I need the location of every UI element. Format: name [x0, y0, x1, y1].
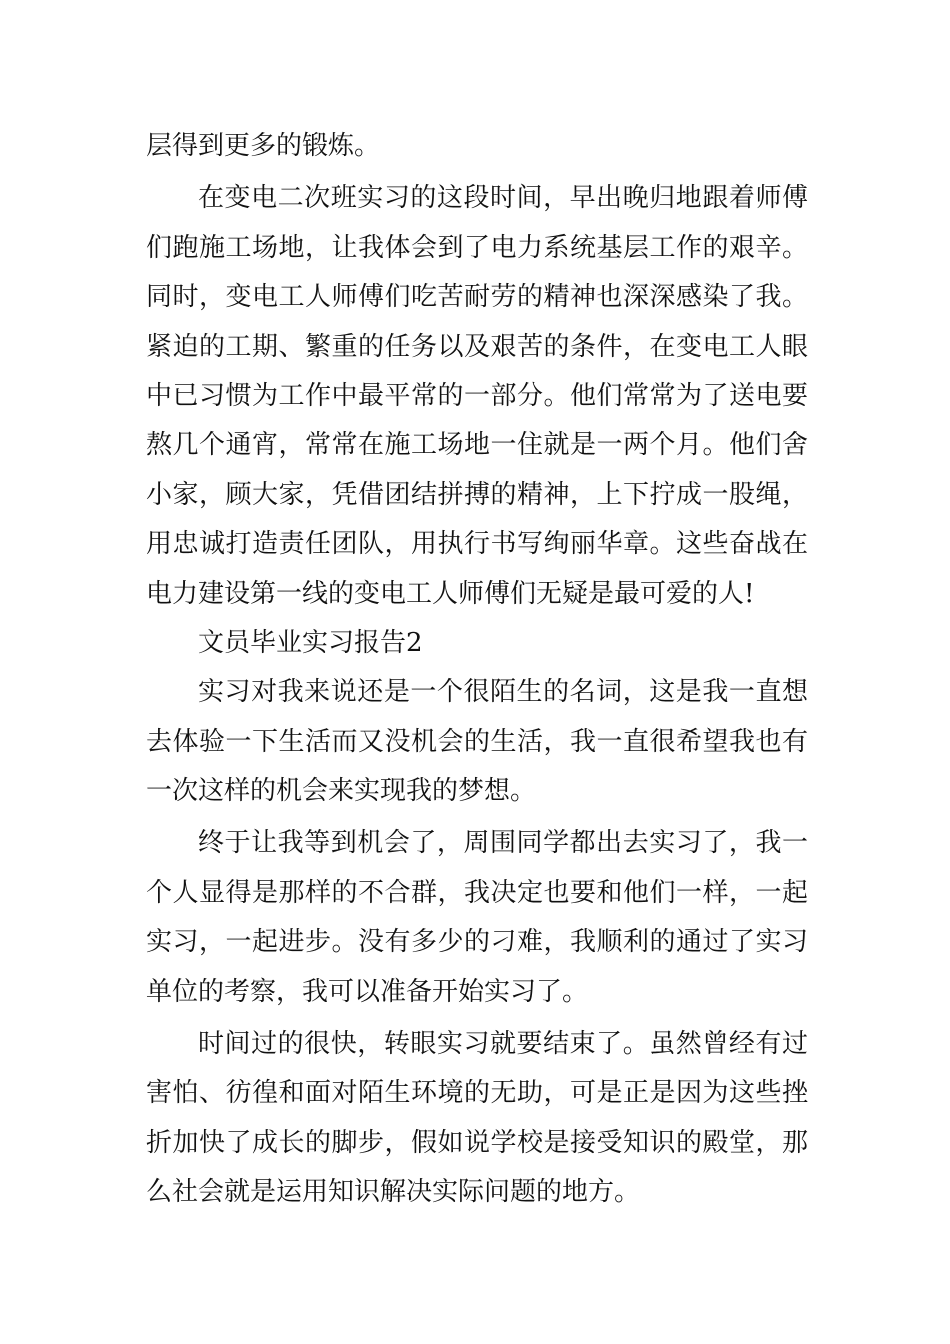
paragraph-line: 个人显得是那样的不合群，我决定也要和他们一样，一起: [146, 877, 808, 908]
document-body: [146, 122, 808, 1218]
paragraph-line: 去体验一下生活而又没机会的生活，我一直很希望我也有: [146, 726, 808, 757]
paragraph-line: 中已习惯为工作中最平常的一部分。他们常常为了送电要: [146, 380, 808, 411]
paragraph-line: 实习，一起进步。没有多少的刁难，我顺利的通过了实习: [146, 927, 808, 958]
paragraph-line: 层得到更多的锻炼。: [146, 131, 381, 161]
paragraph-line: 终于让我等到机会了，周围同学都出去实习了，我一: [198, 828, 808, 859]
paragraph-line: 折加快了成长的脚步，假如说学校是接受知识的殿堂，那: [146, 1127, 808, 1158]
paragraph-line: 么社会就是运用知识解决实际问题的地方。: [146, 1177, 641, 1208]
paragraph-line: 们跑施工场地，让我体会到了电力系统基层工作的艰辛。: [146, 232, 808, 263]
paragraph-line: 实习对我来说还是一个很陌生的名词，这是我一直想: [198, 677, 808, 708]
section-heading: 文员毕业实习报告2: [198, 627, 423, 658]
paragraph-line: 电力建设第一线的变电工人师傅们无疑是最可爱的人!: [146, 578, 755, 609]
paragraph-line: 同时，变电工人师傅们吃苦耐劳的精神也深深感染了我。: [146, 282, 808, 313]
paragraph-line: 用忠诚打造责任团队，用执行书写绚丽华章。这些奋战在: [146, 529, 808, 560]
paragraph-line: 害怕、彷徨和面对陌生环境的无助，可是正是因为这些挫: [146, 1078, 808, 1109]
paragraph-line: 小家，顾大家，凭借团结拼搏的精神，上下拧成一股绳，: [146, 479, 808, 510]
paragraph-line: 熬几个通宵，常常在施工场地一住就是一两个月。他们舍: [146, 430, 808, 461]
paragraph-line: 紧迫的工期、繁重的任务以及艰苦的条件，在变电工人眼: [146, 331, 808, 362]
paragraph-line: 单位的考察，我可以准备开始实习了。: [146, 976, 589, 1007]
paragraph-line: 一次这样的机会来实现我的梦想。: [146, 776, 537, 807]
paragraph-line: 在变电二次班实习的这段时间，早出晚归地跟着师傅: [198, 183, 808, 214]
paragraph-line: 时间过的很快，转眼实习就要结束了。虽然曾经有过: [198, 1029, 808, 1060]
